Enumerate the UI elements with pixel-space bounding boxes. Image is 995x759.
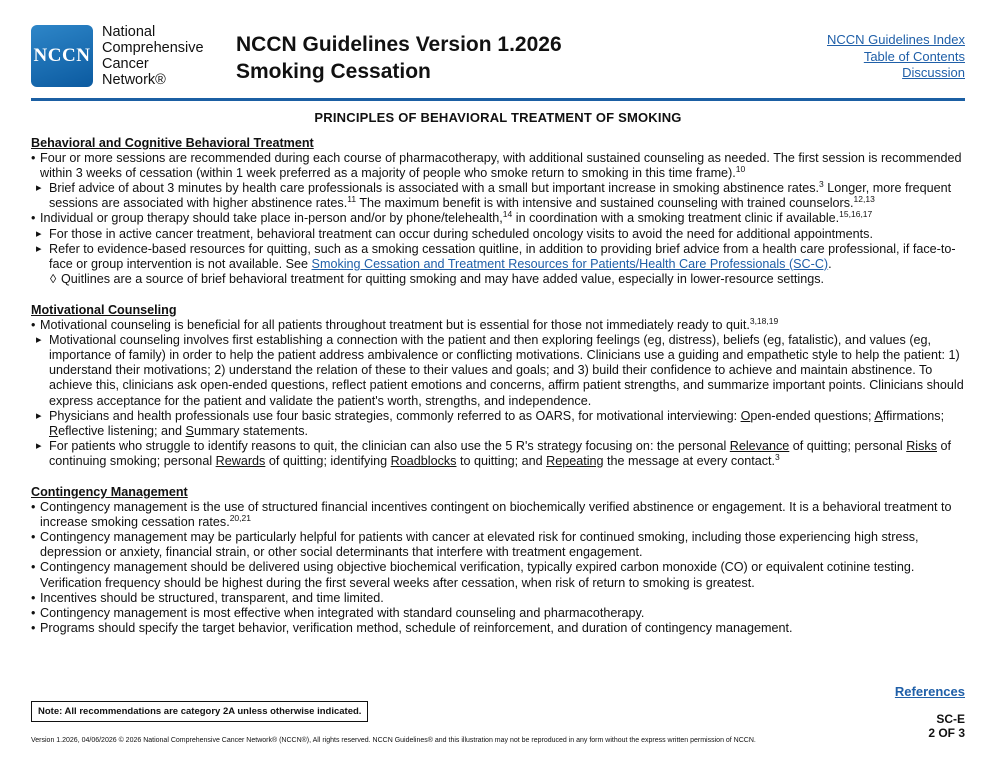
bullet: • Individual or group therapy should take place in-person and/or by phone/telehealth,$^{14}$ in coordination with a smoking treatment clinic if available.$^{15,16,17}$ [31,211,965,226]
bullet: • Four or more sessions are recommended during each course of pharmacotherapy, with additional sustained counseling as needed. The first session is recommended within 3 weeks of cessation (within 1 week preferred as a majority of people who smoke return to smoking in this time frame).$^{10}$ [31,151,965,181]
page-content [31,136,965,636]
bullet: • Motivational counseling is beneficial for all patients throughout treatment but is essential for those not immediately ready to quit.$^{3,18,19}$ [31,318,965,333]
sub-bullet: ▸ For those in active cancer treatment, behavioral treatment can occur during scheduled oncology visits to avoid the need for additional appointments. [31,227,965,242]
sub-bullet: ▸ Motivational counseling involves first establishing a connection with the patient and then exploring feelings (eg, distress), beliefs (eg, fatalistic), and values (eg, importance of family) in order to help the patient address ambivalence or conflicting motivations. Clinicians use a guiding and empathetic style to help the patient: 1) understand their motivations; 2) understand the relation of these to their values and goals; and 3) build their confidence to achieve and maintain abstinence. To achieve this, clinicians ask open-ended questions, reflect patient emotions and concerns, affirm patient strengths, and summarize important points. Clinicians should express acceptance for the patient and validate the patient's worth, strengths, and independence. [31,333,965,408]
document-title: NCCN Guidelines Version 1.2026 Smoking Cessation [236,33,562,83]
bullet: • Contingency management is the use of structured financial incentives contingent on biochemically verified abstinence or engagement. It is a behavioral treatment to increase smoking cessation rates.$^{20,21}$ [31,500,965,530]
sub-bullet: ▸ Physicians and health professionals use four basic strategies, commonly referred to as OARS, for motivational interviewing: Open-ended questions; Affirmations; Reflective listening; and Summary statements. [31,409,965,439]
header-divider [31,98,965,101]
resources-sc-c-link[interactable]: Smoking Cessation and Treatment Resources for Patients/Health Care Professionals (SC-C) [311,256,829,271]
sub-sub-bullet: ◊ Quitlines are a source of brief behavioral treatment for quitting smoking and may have added value, especially in lower-resource settings. [31,272,965,287]
top-navigation [827,32,965,82]
discussion-link[interactable]: Discussion [902,65,965,80]
sub-bullet: ▸ Brief advice of about 3 minutes by health care professionals is associated with a small but important increase in smoking abstinence rates.$^3$ Longer, more frequent sessions are associated with higher abstinence rates.$^{11}$ The maximum benefit is with intensive and sustained counseling with trained counselors.$^{12,13}$ [31,181,965,211]
copyright-footer: Version 1.2026, 04/06/2026 © 2026 National Comprehensive Cancer Network® (NCCN®), All rights reserved. NCCN Guidelines® and this illustration may not be reproduced in any form without the express written permission of NCCN. [31,737,756,744]
heading-contingency: Contingency Management [31,484,188,499]
references-link[interactable]: References [894,684,965,699]
sub-bullet: ▸ Refer to evidence-based resources for quitting, such as a smoking cessation quitline, in addition to providing brief advice from a health care professional, if face-to-face or group intervention is not available. See Smoking Cessation and Treatment Resources for Patients/Health Care Professionals (SC-C). [31,242,965,272]
section-title: PRINCIPLES OF BEHAVIORAL TREATMENT OF SMOKING [314,110,682,125]
category-note: Note: All recommendations are category 2A unless otherwise indicated. [31,701,368,722]
bullet: • Contingency management should be delivered using objective biochemical verification, typically expired carbon monoxide (CO) or equivalent cotinine testing. Verification frequency should be highest during the first several weeks after cessation, when risk of return to smoking is greatest. [31,560,965,590]
bullet: • Contingency management may be particularly helpful for patients with cancer at elevated risk for continued smoking, including those experiencing high stress, depression or anxiety, financial strain, or other social determinants that interfere with treatment engagement. [31,530,965,560]
bullet: • Contingency management is most effective when integrated with standard counseling and pharmacotherapy. [31,606,965,621]
page-code: SC-E 2 OF 3 [928,712,965,740]
org-name: National Comprehensive Cancer Network® [102,24,204,88]
table-of-contents-link[interactable]: Table of Contents [863,48,965,64]
bullet: • Incentives should be structured, transparent, and time limited. [31,591,965,606]
bullet: • Programs should specify the target behavior, verification method, schedule of reinforcement, and duration of contingency management. [31,621,965,636]
heading-motivational: Motivational Counseling [31,302,177,317]
heading-behavioral: Behavioral and Cognitive Behavioral Treatment [31,136,314,150]
guidelines-index-link[interactable]: NCCN Guidelines Index [826,32,965,47]
nccn-logo: NCCN [31,25,93,87]
sub-bullet: ▸ For patients who struggle to identify reasons to quit, the clinician can also use the 5 R's strategy focusing on: the personal Relevance of quitting; personal Risks of continuing smoking; personal Rewards of quitting; identifying Roadblocks to quitting; and Repeating the message at every contact.$^3$ [31,439,965,469]
